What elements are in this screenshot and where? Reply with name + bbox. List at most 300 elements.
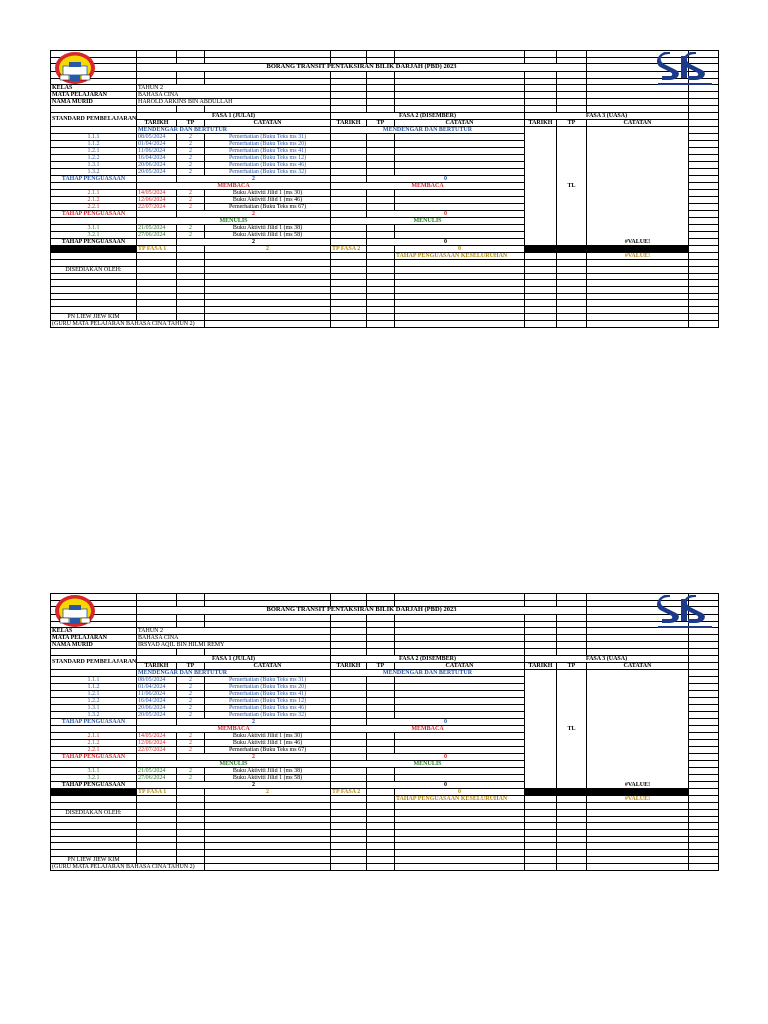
fasa3-block — [587, 669, 689, 788]
empty-cell — [331, 51, 367, 58]
empty-cell — [525, 99, 557, 106]
empty-cell — [205, 843, 331, 850]
info-label: MATA PELAJARAN — [51, 92, 137, 99]
empty-cell — [367, 196, 395, 203]
empty-cell — [689, 760, 719, 767]
empty-cell — [51, 836, 137, 843]
empty-cell — [689, 313, 719, 320]
sp-code: 1.2.1 — [51, 690, 137, 697]
empty-cell — [689, 843, 719, 850]
tahap-label: TAHAP PENGUASAAN — [51, 238, 137, 245]
empty-cell — [367, 594, 395, 601]
empty-cell — [395, 231, 525, 238]
tp-fasa-row — [51, 788, 719, 795]
ministry-logo-icon — [656, 595, 714, 629]
empty-cell — [689, 217, 719, 224]
empty-cell — [557, 287, 587, 294]
black-bar — [525, 788, 689, 795]
empty-cell — [587, 99, 689, 106]
empty-cell — [367, 92, 395, 99]
empty-cell — [367, 836, 395, 843]
empty-cell — [525, 300, 557, 307]
empty-cell — [177, 71, 205, 78]
empty-cell — [525, 649, 557, 656]
empty-cell — [331, 210, 367, 217]
empty-cell — [689, 293, 719, 300]
empty-cell — [395, 732, 525, 739]
empty-cell — [689, 320, 719, 327]
empty-cell — [331, 816, 367, 823]
empty-cell — [177, 57, 205, 64]
sp-code: 1.1.2 — [51, 683, 137, 690]
col-tp: TP — [557, 119, 587, 126]
empty-cell — [367, 99, 395, 106]
empty-cell — [367, 133, 395, 140]
note-cell: Pemerhatian (Buku Teks ms 41) — [205, 690, 331, 697]
empty-cell — [367, 774, 395, 781]
table-row — [51, 287, 719, 294]
table-row — [51, 106, 719, 113]
empty-cell — [331, 293, 367, 300]
empty-cell — [177, 106, 205, 113]
tp-fasa1-label: TP FASA 1 — [137, 245, 177, 252]
col-catatan: CATATAN — [395, 662, 525, 669]
empty-cell — [395, 823, 525, 830]
empty-cell — [205, 594, 331, 601]
empty-cell — [331, 78, 367, 85]
empty-cell — [331, 203, 367, 210]
empty-cell — [587, 649, 689, 656]
empty-cell — [51, 850, 137, 857]
sp-code: 1.3.2 — [51, 711, 137, 718]
fasa3-block — [525, 669, 557, 788]
empty-cell — [51, 273, 137, 280]
tp-cell: 2 — [177, 147, 205, 154]
sp-code: 3.1.1 — [51, 767, 137, 774]
date-cell: 20/06/2024 — [137, 704, 177, 711]
sp-code: 1.1.2 — [51, 140, 137, 147]
teacher-role: (GURU MATA PELAJARAN BAHASA CINA TAHUN 2) — [51, 320, 205, 327]
empty-cell — [557, 649, 587, 656]
empty-cell — [557, 313, 587, 320]
empty-cell — [205, 850, 331, 857]
section-mendengar: MENDENGAR DAN BERTUTUR — [137, 669, 331, 676]
empty-cell — [525, 836, 557, 843]
teacher-row — [51, 856, 719, 863]
empty-cell — [689, 112, 719, 119]
tp-cell: 2 — [177, 746, 205, 753]
empty-cell — [525, 287, 557, 294]
empty-cell — [557, 850, 587, 857]
empty-cell — [395, 697, 525, 704]
empty-cell — [557, 635, 587, 642]
tahap-fasa2: 0 — [367, 210, 525, 217]
empty-cell — [525, 863, 557, 870]
empty-cell — [525, 57, 557, 64]
empty-cell — [177, 287, 205, 294]
empty-cell — [689, 168, 719, 175]
empty-cell — [557, 78, 587, 85]
empty-cell — [395, 189, 525, 196]
sp-code: 2.2.1 — [51, 203, 137, 210]
empty-cell — [557, 843, 587, 850]
empty-cell — [331, 781, 367, 788]
empty-cell — [587, 273, 689, 280]
empty-cell — [395, 856, 525, 863]
empty-cell — [525, 71, 557, 78]
info-label: MATA PELAJARAN — [51, 635, 137, 642]
empty-cell — [689, 697, 719, 704]
col-catatan: CATATAN — [587, 662, 689, 669]
empty-cell — [367, 280, 395, 287]
empty-cell — [689, 300, 719, 307]
black-bar — [51, 788, 137, 795]
empty-cell — [395, 676, 525, 683]
tahap-fasa1: 2 — [177, 210, 331, 217]
empty-cell — [331, 843, 367, 850]
empty-cell — [331, 809, 367, 816]
table-row — [51, 621, 719, 628]
info-label: NAMA MURID — [51, 642, 137, 649]
empty-cell — [557, 856, 587, 863]
empty-cell — [525, 266, 557, 273]
empty-cell — [525, 628, 557, 635]
empty-cell — [557, 642, 587, 649]
empty-cell — [395, 635, 525, 642]
section-membaca: MEMBACA — [137, 725, 331, 732]
table-row — [51, 836, 719, 843]
sp-code: 3.2.1 — [51, 774, 137, 781]
empty-cell — [689, 816, 719, 823]
table-row — [51, 259, 719, 266]
col-tp: TP — [557, 662, 587, 669]
empty-cell — [525, 823, 557, 830]
tahap-fasa1: 2 — [177, 238, 331, 245]
empty-cell — [205, 836, 331, 843]
table-row — [51, 51, 719, 58]
table-row — [51, 594, 719, 601]
tl-label: TL — [567, 725, 576, 732]
empty-cell — [137, 621, 177, 628]
empty-cell — [367, 154, 395, 161]
empty-cell — [689, 863, 719, 870]
empty-cell — [137, 594, 177, 601]
empty-cell — [137, 210, 177, 217]
empty-cell — [689, 182, 719, 189]
empty-cell — [331, 140, 367, 147]
note-cell: Pemerhatian (Buku Teks ms 67) — [205, 203, 331, 210]
empty-cell — [395, 690, 525, 697]
col-tarikh: TARIKH — [525, 662, 557, 669]
section-membaca: MEMBACA — [331, 725, 525, 732]
empty-cell — [587, 830, 689, 837]
fasa2-header: FASA 2 (DISEMBER) — [331, 112, 525, 119]
tp-cell: 2 — [177, 697, 205, 704]
empty-cell — [395, 816, 525, 823]
col-catatan: CATATAN — [395, 119, 525, 126]
empty-cell — [557, 823, 587, 830]
empty-cell — [331, 287, 367, 294]
empty-cell — [205, 106, 331, 113]
empty-cell — [557, 600, 587, 607]
empty-cell — [689, 683, 719, 690]
empty-cell — [137, 252, 177, 259]
empty-cell — [205, 863, 331, 870]
empty-cell — [557, 320, 587, 327]
empty-cell — [395, 594, 525, 601]
empty-cell — [137, 823, 177, 830]
empty-cell — [205, 280, 331, 287]
empty-cell — [177, 649, 205, 656]
empty-cell — [689, 830, 719, 837]
empty-cell — [587, 802, 689, 809]
tp-cell: 2 — [177, 676, 205, 683]
empty-cell — [395, 273, 525, 280]
table-row — [51, 830, 719, 837]
empty-cell — [331, 99, 367, 106]
empty-cell — [331, 621, 367, 628]
date-cell: 14/05/2024 — [137, 732, 177, 739]
empty-cell — [331, 642, 367, 649]
transit-form-table — [50, 50, 719, 328]
date-cell: 14/05/2024 — [137, 189, 177, 196]
empty-cell — [205, 51, 331, 58]
empty-cell — [205, 823, 331, 830]
empty-cell — [557, 809, 587, 816]
ministry-logo-icon — [656, 52, 714, 86]
empty-cell — [689, 203, 719, 210]
empty-cell — [177, 266, 205, 273]
sp-code: 1.1.1 — [51, 676, 137, 683]
empty-cell — [205, 856, 331, 863]
transit-form-sheet — [50, 593, 718, 887]
date-cell: 20/05/2024 — [137, 711, 177, 718]
empty-cell — [51, 725, 137, 732]
empty-cell — [525, 594, 557, 601]
empty-cell — [367, 816, 395, 823]
empty-cell — [177, 51, 205, 58]
tp-cell: 2 — [177, 161, 205, 168]
empty-cell — [525, 843, 557, 850]
empty-cell — [557, 614, 587, 621]
empty-cell — [205, 320, 331, 327]
black-bar — [51, 245, 137, 252]
section-membaca: MEMBACA — [137, 182, 331, 189]
empty-cell — [395, 203, 525, 210]
sp-code: 1.3.1 — [51, 161, 137, 168]
empty-cell — [331, 635, 367, 642]
tahap-label: TAHAP PENGUASAAN — [51, 210, 137, 217]
sp-code: 2.1.2 — [51, 739, 137, 746]
sp-code: 1.1.1 — [51, 133, 137, 140]
sp-code: 1.2.2 — [51, 697, 137, 704]
empty-cell — [205, 816, 331, 823]
empty-cell — [205, 71, 331, 78]
empty-cell — [367, 676, 395, 683]
col-tp: TP — [367, 119, 395, 126]
tp-cell: 2 — [177, 704, 205, 711]
section-mendengar: MENDENGAR DAN BERTUTUR — [331, 126, 525, 133]
empty-cell — [177, 850, 205, 857]
empty-cell — [395, 843, 525, 850]
empty-cell — [367, 863, 395, 870]
tp-cell: 2 — [177, 732, 205, 739]
note-cell: Pemerhatian (Buku Teks ms 12) — [205, 697, 331, 704]
empty-cell — [331, 614, 367, 621]
form-title: BORANG TRANSIT PENTAKSIRAN BILIK DARJAH (PBD) 2023 — [137, 607, 587, 615]
date-cell: 20/05/2024 — [137, 168, 177, 175]
empty-cell — [331, 313, 367, 320]
empty-cell — [587, 307, 689, 314]
empty-cell — [177, 273, 205, 280]
empty-cell — [367, 51, 395, 58]
empty-cell — [367, 788, 395, 795]
empty-cell — [51, 106, 137, 113]
empty-cell — [689, 175, 719, 182]
table-row — [51, 300, 719, 307]
empty-cell — [689, 287, 719, 294]
fasa3-block — [525, 126, 557, 245]
empty-cell — [137, 280, 177, 287]
empty-cell — [557, 300, 587, 307]
empty-cell — [137, 781, 177, 788]
empty-cell — [689, 823, 719, 830]
empty-cell — [689, 210, 719, 217]
empty-cell — [177, 843, 205, 850]
empty-cell — [331, 196, 367, 203]
empty-cell — [177, 816, 205, 823]
col-tp: TP — [177, 119, 205, 126]
empty-cell — [51, 126, 137, 133]
empty-cell — [557, 57, 587, 64]
empty-cell — [395, 133, 525, 140]
empty-cell — [205, 313, 331, 320]
date-cell: 27/06/2024 — [137, 231, 177, 238]
empty-cell — [689, 252, 719, 259]
col-tp: TP — [367, 662, 395, 669]
empty-cell — [177, 259, 205, 266]
sp-code: 1.2.2 — [51, 154, 137, 161]
info-value: BAHASA CINA — [137, 92, 331, 99]
empty-cell — [331, 711, 367, 718]
empty-cell — [177, 78, 205, 85]
empty-cell — [395, 168, 525, 175]
empty-cell — [689, 732, 719, 739]
empty-cell — [137, 300, 177, 307]
empty-cell — [331, 266, 367, 273]
empty-cell — [177, 600, 205, 607]
table-row — [51, 850, 719, 857]
section-menulis: MENULIS — [331, 760, 525, 767]
empty-cell — [367, 711, 395, 718]
empty-cell — [331, 300, 367, 307]
table-row — [51, 293, 719, 300]
tahap-label: TAHAP PENGUASAAN — [51, 175, 137, 182]
empty-cell — [395, 313, 525, 320]
note-cell: Buku Aktiviti Jilid 1 (ms 58) — [205, 774, 331, 781]
empty-cell — [205, 649, 331, 656]
school-crest-icon — [54, 51, 96, 85]
empty-cell — [51, 823, 137, 830]
tahap-label: TAHAP PENGUASAAN — [51, 753, 137, 760]
empty-cell — [395, 99, 525, 106]
note-cell: Pemerhatian (Buku Teks ms 31) — [205, 133, 331, 140]
empty-cell — [689, 809, 719, 816]
empty-cell — [525, 850, 557, 857]
empty-cell — [587, 266, 689, 273]
fasa3-block — [587, 126, 689, 245]
fasa1-header: FASA 1 (JULAI) — [137, 655, 331, 662]
empty-cell — [51, 300, 137, 307]
empty-cell — [689, 788, 719, 795]
empty-cell — [51, 293, 137, 300]
fasa3-value: #VALUE! — [624, 238, 651, 245]
date-cell: 01/04/2024 — [137, 140, 177, 147]
column-header-row — [51, 119, 719, 126]
teacher-role-row — [51, 863, 719, 870]
empty-cell — [689, 676, 719, 683]
empty-cell — [331, 320, 367, 327]
empty-cell — [137, 78, 177, 85]
empty-cell — [395, 266, 525, 273]
empty-cell — [557, 280, 587, 287]
empty-cell — [557, 836, 587, 843]
empty-cell — [137, 273, 177, 280]
empty-cell — [331, 823, 367, 830]
empty-cell — [137, 816, 177, 823]
empty-cell — [137, 106, 177, 113]
note-cell: Pemerhatian (Buku Teks ms 20) — [205, 140, 331, 147]
empty-cell — [587, 635, 689, 642]
tahap-label: TAHAP PENGUASAAN — [51, 781, 137, 788]
tp-cell: 2 — [177, 133, 205, 140]
empty-cell — [137, 836, 177, 843]
empty-cell — [137, 600, 177, 607]
empty-cell — [525, 621, 557, 628]
empty-cell — [689, 92, 719, 99]
empty-cell — [331, 92, 367, 99]
info-row — [51, 628, 719, 635]
empty-cell — [689, 119, 719, 126]
empty-cell — [205, 78, 331, 85]
empty-cell — [557, 307, 587, 314]
empty-cell — [557, 259, 587, 266]
info-row — [51, 642, 719, 649]
empty-cell — [689, 238, 719, 245]
empty-cell — [367, 161, 395, 168]
empty-cell — [205, 300, 331, 307]
empty-cell — [137, 795, 177, 802]
section-menulis: MENULIS — [331, 217, 525, 224]
empty-cell — [689, 746, 719, 753]
empty-cell — [367, 614, 395, 621]
empty-cell — [689, 147, 719, 154]
table-row — [51, 843, 719, 850]
empty-cell — [205, 621, 331, 628]
empty-cell — [205, 830, 331, 837]
empty-cell — [367, 642, 395, 649]
tahap-fasa1: 2 — [177, 175, 331, 182]
col-catatan: CATATAN — [205, 662, 331, 669]
empty-cell — [587, 642, 689, 649]
note-cell: Buku Aktiviti Jilid 1 (ms 30) — [205, 732, 331, 739]
empty-cell — [331, 676, 367, 683]
empty-cell — [525, 795, 557, 802]
keseluruhan-row — [51, 252, 719, 259]
sp-code: 2.2.1 — [51, 746, 137, 753]
empty-cell — [587, 836, 689, 843]
empty-cell — [557, 71, 587, 78]
